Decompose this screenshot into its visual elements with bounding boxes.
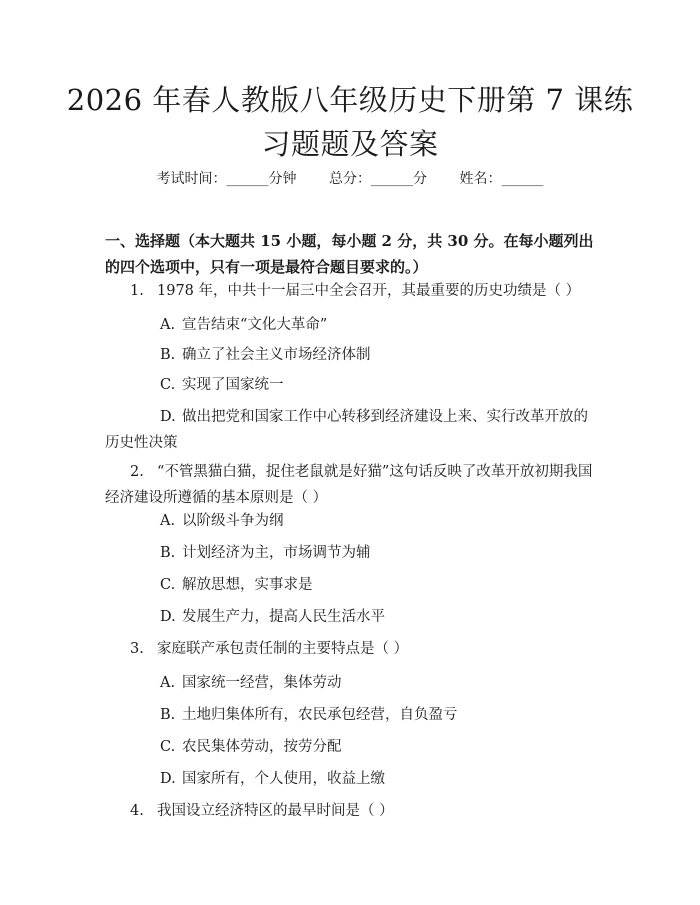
option-text: 计划经济为主，市场调节为辅: [182, 545, 371, 561]
question-3-option-b: [160, 702, 600, 728]
option-label: C.: [160, 739, 176, 755]
option-text: 实现了国家统一: [182, 377, 284, 393]
question-1-option-d: [105, 404, 600, 456]
document-title: 2026 年春人教版八年级历史下册第 7 课练习题题及答案: [66, 83, 634, 161]
option-text: 国家所有，个人使用，收益上缴: [182, 771, 385, 787]
question-1-option-c: [160, 372, 600, 398]
question-3-option-a: [160, 670, 600, 696]
question-3-option-c: [160, 734, 600, 760]
option-text: 发展生产力，提高人民生活水平: [182, 609, 385, 625]
question-number: 3.: [130, 641, 144, 657]
option-label: A.: [160, 513, 176, 529]
question-number: 1.: [130, 283, 144, 299]
exam-time-label: 考试时间：______分钟: [156, 171, 297, 187]
option-text: 农民集体劳动，按劳分配: [182, 739, 342, 755]
question-number: 4.: [130, 803, 144, 819]
option-text: 国家统一经营，集体劳动: [182, 675, 342, 691]
question-2-option-a: [160, 508, 600, 534]
option-text: 做出把党和国家工作中心转移到经济建设上来、实行改革开放的历史性决策: [105, 409, 588, 451]
exam-info: [0, 168, 700, 188]
option-text: 土地归集体所有，农民承包经营，自负盈亏: [182, 707, 458, 723]
question-text: 1978 年，中共十一届三中全会召开，其最重要的历史功绩是（ ）: [157, 283, 581, 299]
question-3: [105, 636, 600, 662]
option-label: B.: [160, 347, 176, 363]
question-2-option-b: [160, 540, 600, 566]
option-label: D.: [160, 771, 176, 787]
option-text: 宣告结束“文化大革命”: [182, 317, 328, 333]
question-3-option-d: [160, 766, 600, 792]
option-label: C.: [160, 577, 176, 593]
student-name-label: 姓名：______: [459, 171, 544, 187]
option-label: C.: [160, 377, 176, 393]
question-1: [105, 278, 600, 304]
option-label: A.: [160, 675, 176, 691]
option-label: D.: [160, 409, 176, 425]
question-text: 家庭联产承包责任制的主要特点是（ ）: [157, 641, 409, 657]
question-2: [105, 459, 600, 511]
question-1-option-b: [160, 342, 600, 368]
option-label: B.: [160, 707, 176, 723]
option-text: 确立了社会主义市场经济体制: [182, 347, 371, 363]
question-4: [105, 798, 600, 824]
option-text: 以阶级斗争为纲: [182, 513, 284, 529]
total-score-label: 总分：______分: [329, 171, 427, 187]
option-label: B.: [160, 545, 176, 561]
option-text: 解放思想，实事求是: [182, 577, 313, 593]
question-number: 2.: [130, 464, 144, 480]
question-2-option-d: [160, 604, 600, 630]
question-text: 我国设立经济特区的最早时间是（ ）: [157, 803, 394, 819]
question-1-option-a: [160, 312, 600, 338]
section-heading: 一、选择题（本大题共 15 小题，每小题 2 分，共 30 分。在每小题列出的四个选项中，只有一项是最符合题目要求的。）: [105, 232, 594, 276]
option-label: A.: [160, 317, 176, 333]
option-label: D.: [160, 609, 176, 625]
question-2-option-c: [160, 572, 600, 598]
question-text: “不管黑猫白猫，捉住老鼠就是好猫”这句话反映了改革开放初期我国经济建设所遵循的基本原则是（ ）: [105, 464, 593, 506]
